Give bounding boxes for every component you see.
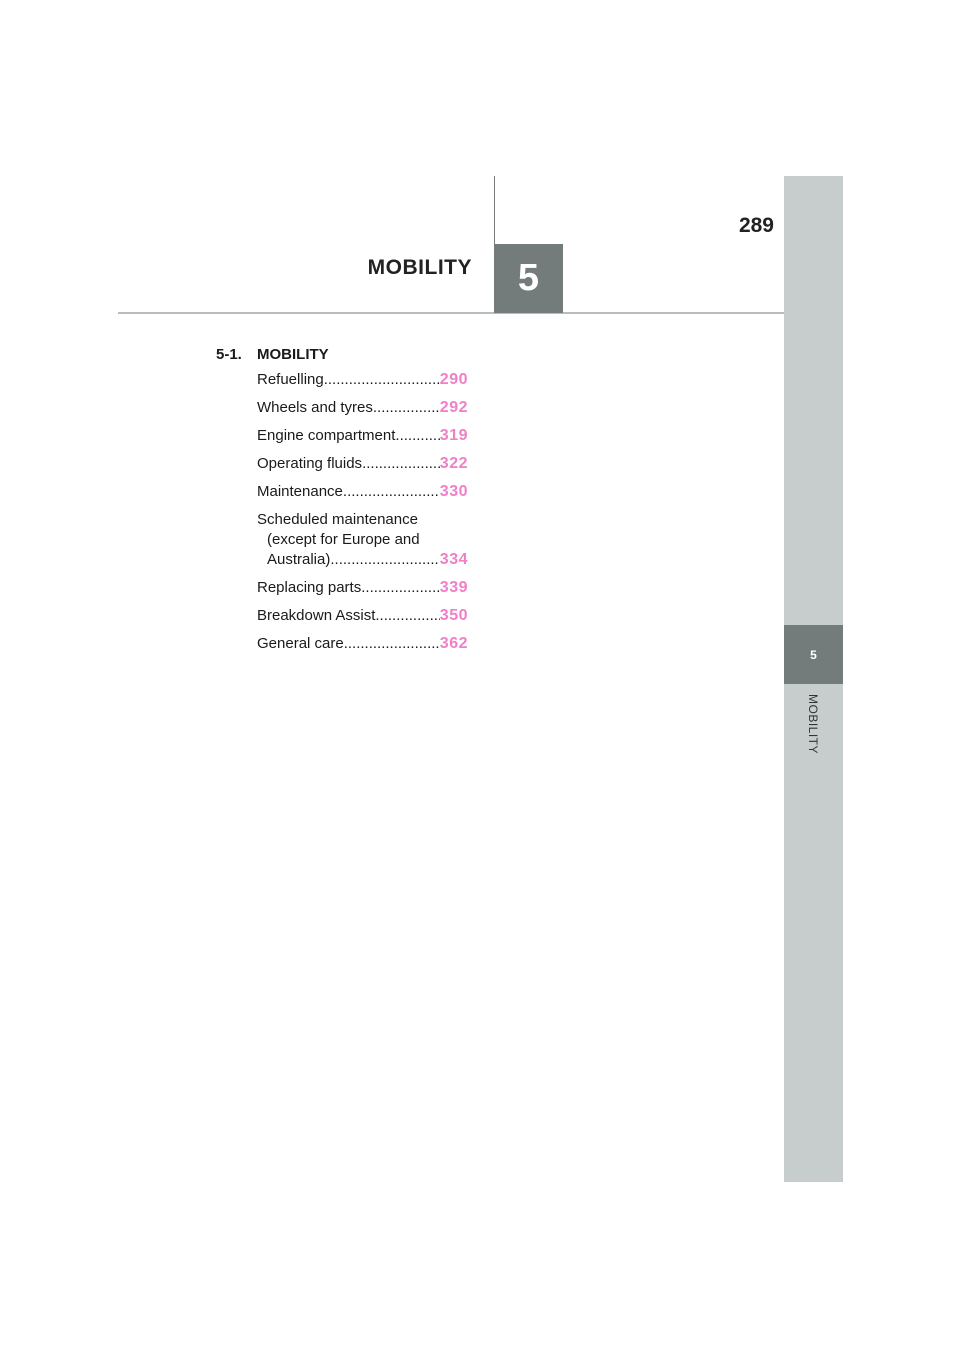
- toc-page-link[interactable]: 334: [439, 551, 468, 568]
- toc-entry-label-line: (except for Europe and: [267, 531, 420, 548]
- toc-page-link[interactable]: 292: [439, 399, 468, 416]
- page-number: 289: [738, 214, 774, 237]
- toc-entry-label: Engine compartment: [257, 427, 396, 444]
- toc-leader-dots: [324, 370, 440, 390]
- toc-entry-breakdown-assist[interactable]: [257, 606, 468, 626]
- toc-page-link[interactable]: 290: [439, 371, 468, 388]
- toc-leader-dots: [395, 426, 439, 446]
- toc-entry-label: Replacing parts: [257, 579, 362, 596]
- toc-entry-label: Refuelling: [257, 371, 324, 388]
- header-horizontal-rule: [118, 312, 784, 314]
- toc-page-link[interactable]: 350: [439, 607, 468, 624]
- table-of-contents: [216, 346, 476, 662]
- toc-leader-dots: [373, 398, 440, 418]
- side-tab-chapter-number: 5: [784, 625, 843, 684]
- toc-entry-maintenance[interactable]: [257, 482, 468, 502]
- chapter-side-tab: [784, 176, 843, 1182]
- toc-leader-dots: [375, 606, 439, 626]
- toc-section-title: MOBILITY: [257, 346, 329, 363]
- toc-leader-dots: [361, 578, 440, 598]
- chapter-title: MOBILITY: [367, 256, 472, 279]
- toc-page-link[interactable]: 319: [439, 427, 468, 444]
- header-vertical-rule: [494, 176, 495, 244]
- side-tab-label: MOBILITY: [806, 694, 820, 755]
- toc-page-link[interactable]: 330: [439, 483, 468, 500]
- toc-entry-label: General care: [257, 635, 344, 652]
- toc-entry-label: Wheels and tyres: [257, 399, 373, 416]
- toc-entry-replacing-parts[interactable]: [257, 578, 468, 598]
- toc-entry-label: Maintenance: [257, 483, 343, 500]
- toc-page-link[interactable]: 362: [439, 635, 468, 652]
- toc-entry-label-line: Scheduled maintenance: [257, 511, 418, 528]
- toc-entry-engine-compartment[interactable]: [257, 426, 468, 446]
- toc-entry-label: Breakdown Assist: [257, 607, 376, 624]
- toc-entry-scheduled-maintenance[interactable]: [257, 510, 468, 570]
- toc-leader-dots: [344, 634, 440, 654]
- toc-entry-operating-fluids[interactable]: [257, 454, 468, 474]
- toc-leader-dots: [362, 454, 440, 474]
- toc-leader-dots: [343, 482, 440, 502]
- toc-entry-label: Australia): [267, 551, 331, 568]
- toc-section-number: 5-1.: [216, 346, 242, 363]
- toc-section-heading: [216, 346, 476, 363]
- toc-entry-wheels-and-tyres[interactable]: [257, 398, 468, 418]
- toc-entry-general-care[interactable]: [257, 634, 468, 654]
- chapter-number-box: 5: [494, 244, 563, 313]
- toc-leader-dots: [330, 550, 439, 570]
- toc-entry-refuelling[interactable]: [257, 370, 468, 390]
- toc-page-link[interactable]: 322: [439, 455, 468, 472]
- toc-entry-label: Operating fluids: [257, 455, 363, 472]
- toc-page-link[interactable]: 339: [439, 579, 468, 596]
